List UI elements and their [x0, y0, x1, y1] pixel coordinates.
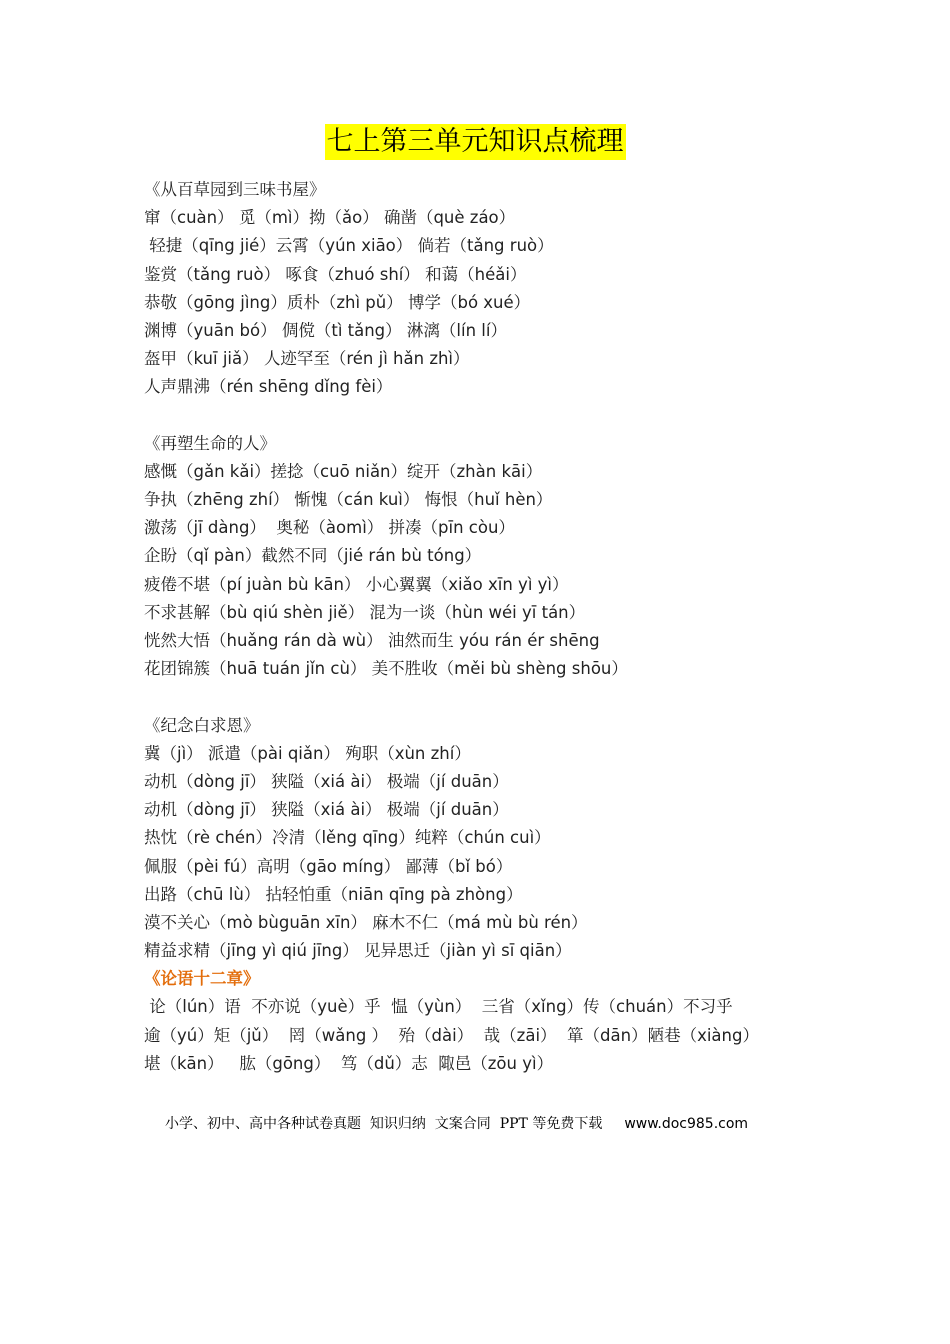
vocab-line: 激荡（jī dàng） 奥秘（àomì） 拼凑（pīn còu）: [144, 518, 515, 538]
vocab-line: 感慨（gǎn kǎi）搓捻（cuō niǎn）绽开（zhàn kāi）: [144, 461, 543, 481]
section-heading: 《再塑生命的人》: [144, 433, 276, 453]
document-body: [144, 176, 904, 1078]
vocab-line: 恭敬（gōng jìng）质朴（zhì pǔ） 博学（bó xué）: [144, 292, 531, 312]
vocab-line: 争执（zhēng zhí） 惭愧（cán kuì） 悔恨（huǐ hèn）: [144, 490, 553, 510]
page-footer: [165, 1113, 865, 1133]
footer-url[interactable]: www.doc985.com: [624, 1116, 749, 1132]
vocab-line: 渊博（yuān bó） 倜傥（tì tǎng） 淋漓（lín lí）: [144, 320, 507, 340]
page-title: 七上第三单元知识点梳理: [325, 124, 626, 160]
vocab-line: 佩服（pèi fú）高明（gāo míng） 鄙薄（bǐ bó）: [144, 856, 513, 876]
spacer: [144, 683, 904, 711]
vocab-line: 人声鼎沸（rén shēng dǐng fèi）: [144, 377, 393, 397]
vocab-line: 堪（kān） 肱（gōng） 笃（dǔ）志 陬邑（zōu yì）: [144, 1053, 554, 1073]
vocab-line: 花团锦簇（huā tuán jǐn cù） 美不胜收（měi bù shèng shōu）: [144, 659, 628, 679]
vocab-line: 盔甲（kuī jiǎ） 人迹罕至（rén jì hǎn zhì）: [144, 349, 470, 369]
section-heading: 《纪念白求恩》: [144, 715, 260, 735]
vocab-line: 逾（yú）矩（jǔ） 罔（wǎng ） 殆（dài） 哉（zāi） 箪（dān）陋巷（xiàng）: [144, 1025, 759, 1045]
vocab-line: 出路（chū lù） 拈轻怕重（niān qīng pà zhòng）: [144, 884, 523, 904]
vocab-line: 论（lún）语 不亦说（yuè）乎 愠（yùn） 三省（xǐng）传（chuán）不习乎: [144, 997, 733, 1017]
vocab-line: 动机（dòng jī） 狭隘（xiá ài） 极端（jí duān）: [144, 800, 509, 820]
vocab-line: 窜（cuàn） 觅（mì）拗（ǎo） 确凿（què záo）: [144, 208, 516, 228]
vocab-line: 鉴赏（tǎng ruò） 啄食（zhuó shí） 和蔼（héǎi）: [144, 264, 527, 284]
vocab-line: 不求甚解（bù qiú shèn jiě） 混为一谈（hùn wéi yī tán）: [144, 602, 586, 622]
vocab-line: 企盼（qǐ pàn）截然不同（jié rán bù tóng）: [144, 546, 482, 566]
vocab-line: 动机（dòng jī） 狭隘（xiá ài） 极端（jí duān）: [144, 771, 509, 791]
vocab-line: 恍然大悟（huǎng rán dà wù） 油然而生 yóu rán ér shēng: [144, 631, 600, 650]
vocab-line: 热忱（rè chén）冷清（lěng qīng）纯粹（chún cuì）: [144, 828, 551, 848]
spacer: [144, 402, 904, 430]
vocab-line: 疲倦不堪（pí juàn bù kān） 小心翼翼（xiǎo xīn yì yì）: [144, 574, 569, 594]
vocab-line: 轻捷（qīng jié）云霄（yún xiāo） 倘若（tǎng ruò）: [144, 236, 554, 256]
section-heading-highlighted: 《论语十二章》: [144, 969, 260, 989]
section-heading: 《从百草园到三味书屋》: [144, 180, 326, 199]
vocab-line: 漠不关心（mò bùguān xīn） 麻木不仁（má mù bù rén）: [144, 912, 588, 932]
footer-text: 小学、初中、高中各种试卷真题 知识归纳 文案合同 PPT 等免费下载: [165, 1116, 603, 1132]
title-wrapper: [0, 124, 950, 160]
vocab-line: 冀（jì） 派遣（pài qiǎn） 殉职（xùn zhí）: [144, 743, 471, 763]
vocab-line: 精益求精（jīng yì qiú jīng） 见异思迁（jiàn yì sī qiān）: [144, 941, 572, 961]
